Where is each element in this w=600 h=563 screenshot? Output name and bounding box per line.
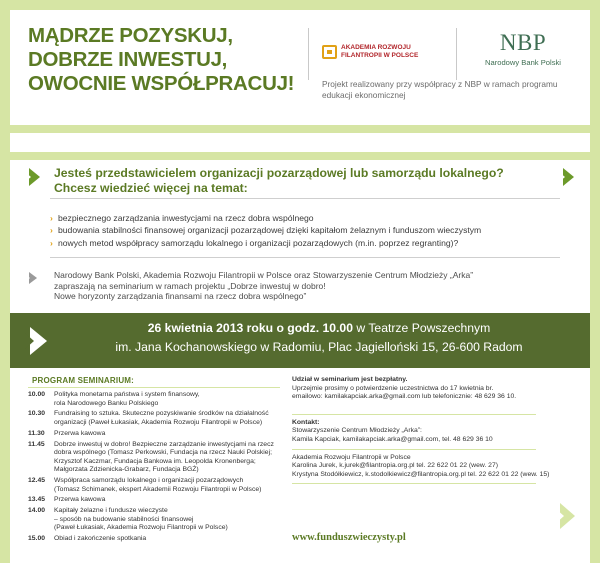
program-line: Fundraising to sztuka. Skuteczne pozyskiwanie środków na działalność bbox=[54, 410, 269, 418]
nbp-logo-mark: NBP bbox=[499, 30, 547, 55]
contact-org: Stowarzyszenie Centrum Młodzieży „Arka”: bbox=[292, 427, 422, 435]
green-band bbox=[10, 125, 590, 133]
headline-line: DOBRZE INWESTUJ, bbox=[28, 48, 228, 71]
program-time: 10.00 bbox=[28, 391, 46, 398]
headline bbox=[28, 24, 298, 96]
program-item bbox=[28, 496, 288, 505]
header-divider bbox=[308, 28, 309, 80]
arfp-logo-text bbox=[341, 44, 418, 60]
event-details bbox=[54, 319, 584, 357]
program-description bbox=[54, 507, 288, 533]
program-time: 10.30 bbox=[28, 410, 46, 418]
program-title: PROGRAM SEMINARIUM: bbox=[32, 376, 135, 385]
headline-line: MĄDRZE POZYSKUJ, bbox=[28, 24, 233, 47]
program-time: 14.00 bbox=[28, 507, 46, 515]
participation-line: emailowo: kamilakapciak.arka@gmail.com lub telefonicznie: 48 629 36 10. bbox=[292, 393, 517, 401]
list-item bbox=[50, 237, 580, 249]
program-line: Polityka monetarna państwa i system finansowy, bbox=[54, 391, 200, 398]
contact-person: Krystyna Stodółkiewicz, k.stodolkiewicz@filantropia.org.pl tel. 22 622 01 22 (wew. 15) bbox=[292, 470, 550, 478]
contact-person: Karolina Jurek, k.jurek@filantropia.org.pl tel. 22 622 01 22 (wew. 27) bbox=[292, 462, 499, 470]
program-description bbox=[54, 410, 288, 427]
participation-line: Uprzejmie prosimy o potwierdzenie uczestnictwa do 17 kwietnia br. bbox=[292, 384, 494, 392]
invitation-line: zapraszają na seminarium w ramach projektu „Dobrze inwestuj w dobro! bbox=[54, 280, 326, 291]
contact-title bbox=[292, 419, 587, 428]
program-line: Przerwa kawowa bbox=[54, 496, 106, 504]
program-item bbox=[28, 507, 288, 533]
bullet-arrow-icon: › bbox=[50, 225, 53, 236]
program-list bbox=[28, 391, 288, 546]
invitation bbox=[54, 270, 554, 302]
divider bbox=[292, 449, 536, 450]
program-line: Przerwa kawowa bbox=[54, 429, 106, 437]
program-line: rola Narodowego Banku Polskiego bbox=[54, 399, 159, 407]
program-description bbox=[54, 441, 288, 475]
program-description bbox=[54, 391, 288, 408]
program-line: organizacji (Paweł Łukasiak, Akademia Rozwoju Filantropii w Polsce) bbox=[54, 418, 263, 426]
program-line: dobra wspólnego (Tomasz Perkowski, Fundacja na rzecz Nauki Polskiej; bbox=[54, 449, 272, 457]
arfp-logo-line: FILANTROPII W POLSCE bbox=[341, 52, 419, 59]
chevron-right-icon bbox=[29, 272, 37, 284]
question-line: Chcesz wiedzieć więcej na temat: bbox=[54, 181, 248, 195]
event-date-time: 26 kwietnia 2013 roku o godz. 10.00 bbox=[147, 321, 353, 335]
program-description bbox=[54, 496, 288, 505]
list-item bbox=[50, 224, 580, 236]
program-description bbox=[54, 430, 288, 439]
website-row bbox=[292, 527, 472, 543]
nbp-logo-subtitle: Narodowy Bank Polski bbox=[485, 58, 561, 67]
green-band bbox=[10, 152, 590, 160]
participation-title-text: Udział w seminarium jest bezpłatny. bbox=[292, 376, 408, 383]
program-line: Kapitały żelazne i fundusze wieczyste bbox=[54, 507, 168, 515]
program-line: Dobrze inwestuj w dobro! Bezpieczne zarządzanie inwestycjami na rzecz bbox=[54, 440, 274, 448]
right-chevron-icon bbox=[563, 168, 574, 186]
left-chevron-icon bbox=[29, 168, 40, 186]
program-item bbox=[28, 477, 288, 494]
program-line: Krzysztof Kaczmar, Fundacja Bankowa im. Leopolda Kronenberga; bbox=[54, 457, 256, 465]
invitation-line: Narodowy Bank Polski, Akademia Rozwoju Filantropii w Polsce oraz Stowarzyszenie Centrum Młodzieży „Arka” bbox=[54, 270, 474, 280]
event-line-1 bbox=[54, 319, 584, 338]
program-line: Obiad i zakończenie spotkania bbox=[54, 535, 147, 543]
program-time: 11.45 bbox=[28, 440, 45, 448]
program-time: 12.45 bbox=[28, 477, 46, 485]
event-address: im. Jana Kochanowskiego w Radomiu, Plac Jagielloński 15, 26-600 Radom bbox=[115, 340, 523, 354]
nbp-logo bbox=[463, 30, 583, 67]
program-description bbox=[54, 477, 288, 494]
program-line: (Paweł Łukasiak, Akademia Rozwoju Filantropii w Polsce) bbox=[54, 524, 228, 532]
event-venue: w Teatrze Powszechnym bbox=[356, 321, 491, 335]
contact-title-text: Kontakt: bbox=[292, 418, 320, 426]
contact-org: Akademia Rozwoju Filantropii w Polsce bbox=[292, 453, 411, 461]
program-line: – sposób na budowanie stabilności finansowej bbox=[54, 515, 194, 523]
event-arrow-icon bbox=[30, 327, 47, 355]
program-item bbox=[28, 441, 288, 475]
program-time: 15.00 bbox=[28, 535, 46, 543]
program-line: Małgorzata Zdzienicka-Grabarz, Fundacja BGŻ) bbox=[54, 466, 199, 474]
divider bbox=[28, 387, 280, 388]
bullet-arrow-icon: › bbox=[50, 213, 53, 223]
program-item bbox=[28, 430, 288, 439]
question bbox=[54, 166, 554, 196]
program-item bbox=[28, 535, 288, 544]
header-divider bbox=[456, 28, 457, 80]
program-time: 11.30 bbox=[28, 429, 45, 437]
arfp-logo-line: AKADEMIA ROZWOJU bbox=[341, 44, 411, 51]
program-description bbox=[54, 535, 288, 544]
list-item bbox=[50, 212, 580, 224]
topic-text: nowych metod współpracy samorządu lokalnego i organizacji pozarządowych (m.in. poprzez regranting)? bbox=[58, 237, 459, 248]
divider bbox=[50, 198, 560, 199]
info-column bbox=[292, 376, 587, 488]
question-line: Jesteś przedstawicielem organizacji pozarządowej lub samorządu lokalnego? bbox=[54, 166, 504, 180]
program-time: 13.45 bbox=[28, 496, 46, 504]
arfp-logo-icon bbox=[322, 45, 337, 59]
project-note: Projekt realizowany przy współpracy z NBP w ramach programu edukacji ekonomicznej bbox=[322, 79, 558, 100]
bullet-arrow-icon: › bbox=[50, 237, 53, 248]
contact-person: Kamila Kapciak, kamilakapciak.arka@gmail.com, tel. 48 629 36 10 bbox=[292, 435, 493, 443]
topic-list bbox=[50, 212, 580, 249]
topic-text: bezpiecznego zarządzania inwestycjami na rzecz dobra wspólnego bbox=[58, 213, 314, 223]
program-line: Współpraca samorządu lokalnego i organizacji pozarządowych bbox=[54, 477, 244, 485]
divider bbox=[50, 257, 560, 258]
program-item bbox=[28, 410, 288, 427]
program-line: (Tomasz Schimanek, ekspert Akademii Rozwoju Filantropii w Polsce) bbox=[54, 485, 262, 493]
invitation-line: Nowe horyzonty zarządzania finansami na rzecz dobra wspólnego” bbox=[54, 291, 307, 302]
headline-line: OWOCNIE WSPÓŁPRACUJ! bbox=[28, 72, 295, 95]
divider bbox=[292, 483, 536, 484]
divider bbox=[292, 414, 536, 415]
participation-title bbox=[292, 376, 587, 385]
chevron-right-icon bbox=[560, 503, 575, 529]
topic-text: budowania stabilności finansowej organizacji pozarządowej dzięki kapitałom żelaznym i funduszom wieczystym bbox=[58, 225, 482, 236]
website-link[interactable]: www.funduszwieczysty.pl bbox=[292, 532, 406, 543]
program-item bbox=[28, 391, 288, 408]
arfp-logo bbox=[322, 44, 442, 62]
